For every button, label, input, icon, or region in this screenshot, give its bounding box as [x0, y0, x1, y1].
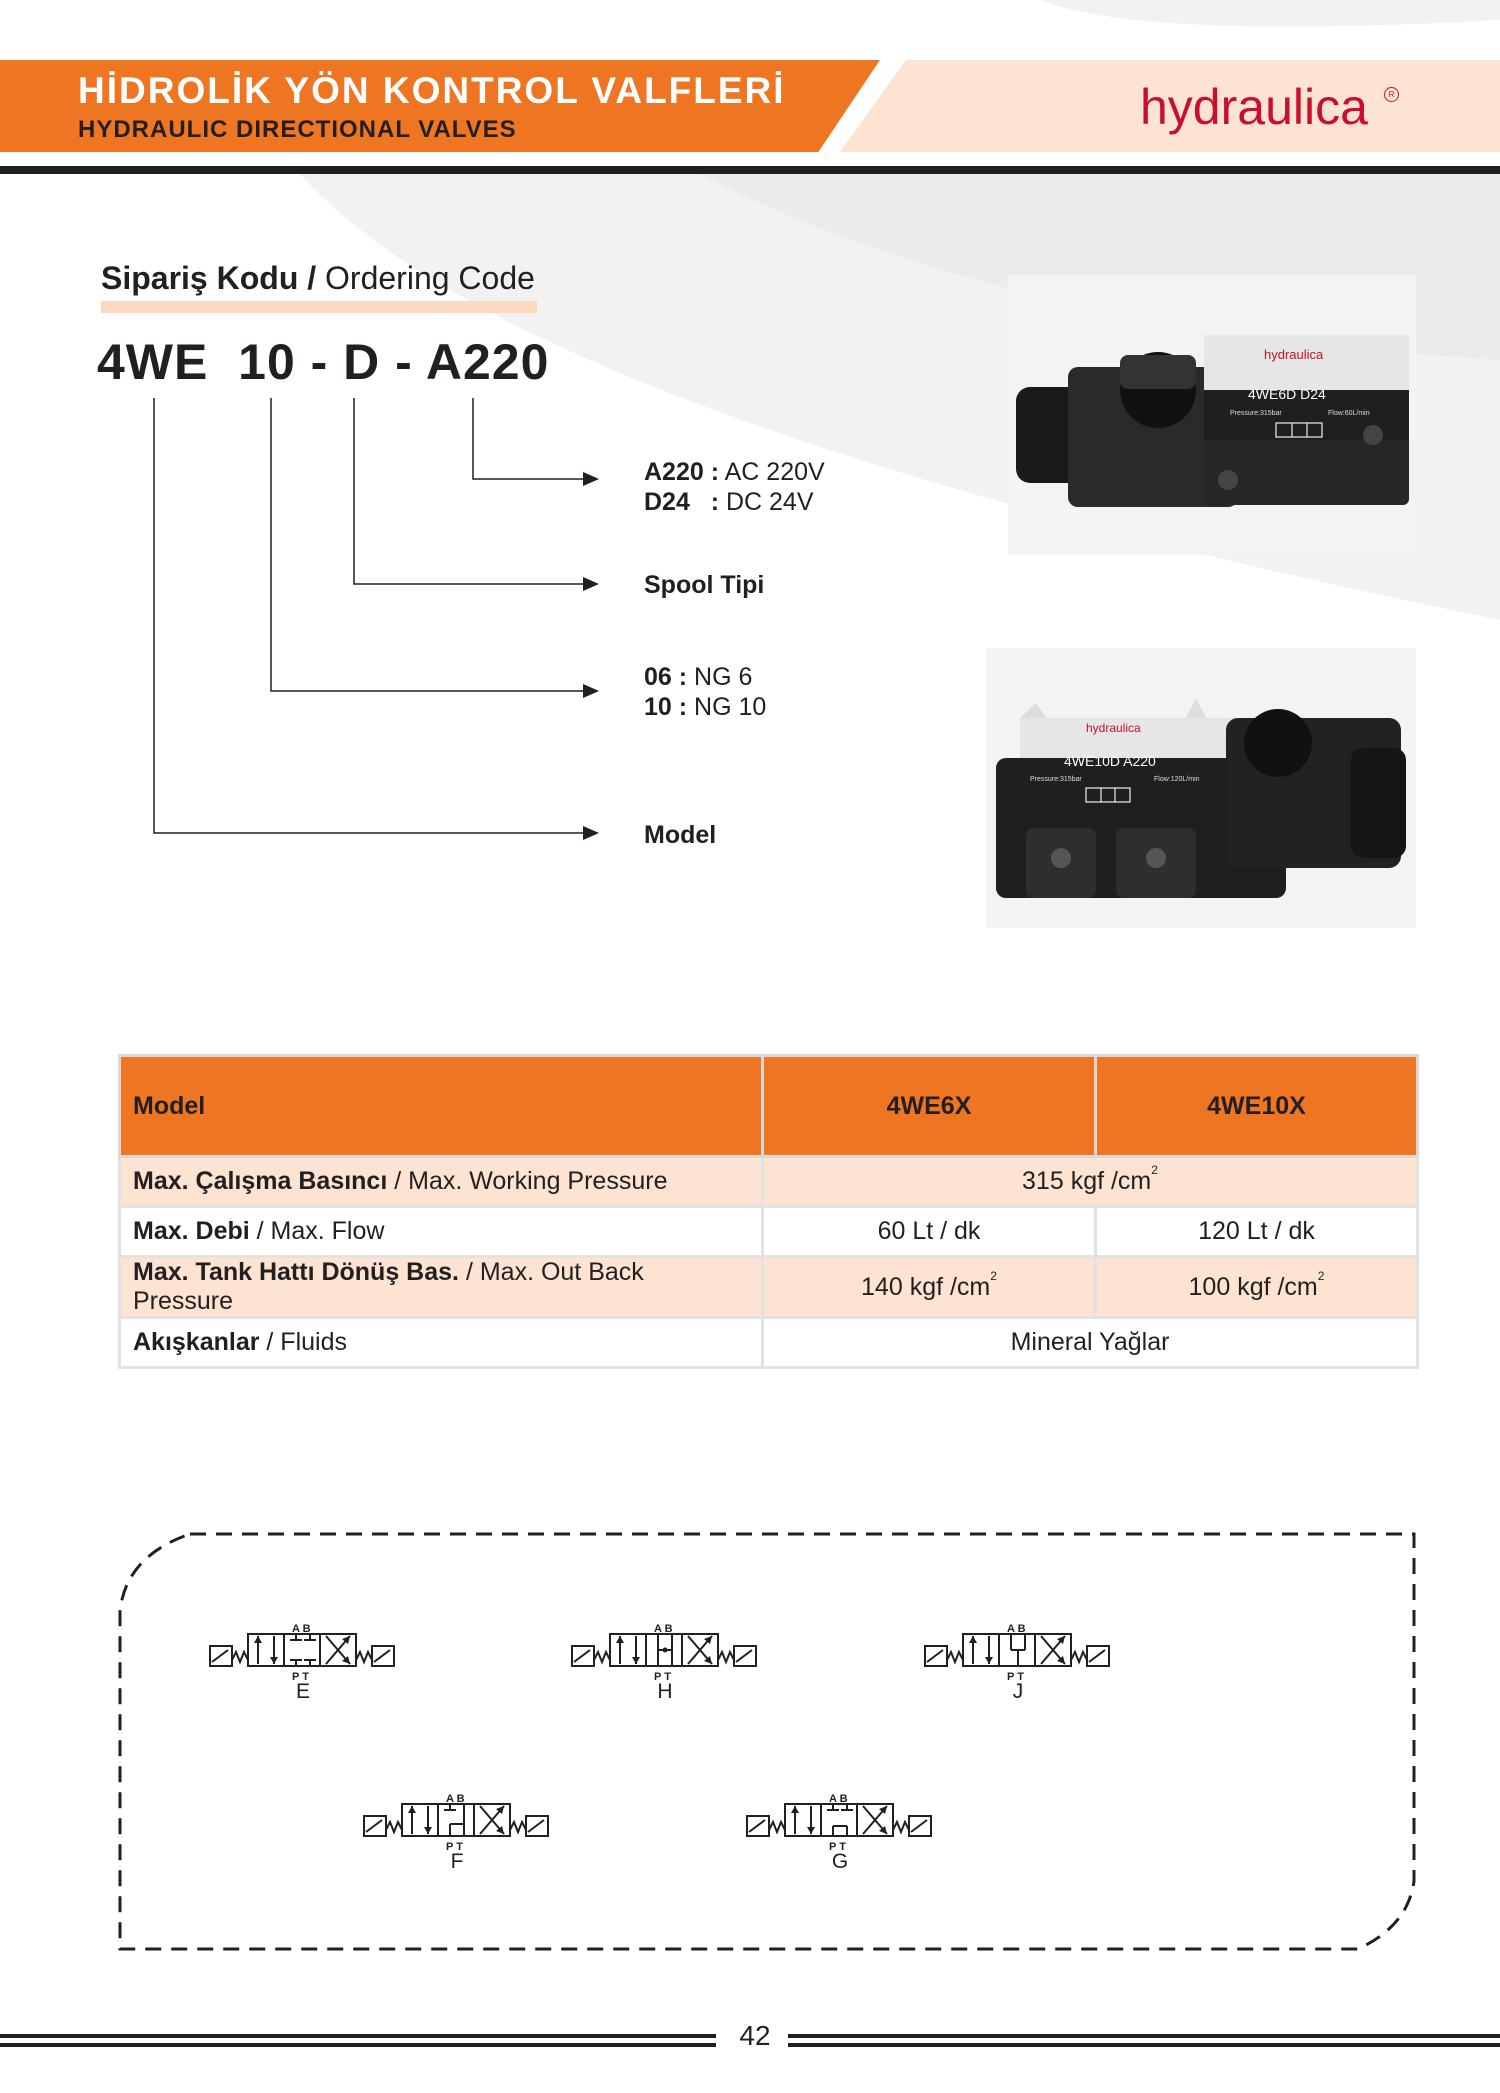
page-number: 42	[739, 2020, 771, 2051]
svg-text:P T: P T	[292, 1671, 309, 1682]
svg-text:hydraulica: hydraulica	[1086, 721, 1141, 735]
table-cell: 100 kgf $/cm^2$	[1096, 1257, 1418, 1318]
svg-text:hydraulica: hydraulica	[1264, 347, 1324, 362]
page-title-tr: HİDROLİK YÖN KONTROL VALFLERİ	[78, 70, 786, 111]
table-header-row	[120, 1056, 1418, 1157]
spool-symbol-e	[208, 1622, 428, 1703]
spool-label: J	[1012, 1680, 1024, 1703]
spool-label: F	[450, 1850, 464, 1873]
table-row	[120, 1257, 1418, 1318]
registered-mark: R	[1384, 87, 1399, 102]
svg-text:P T: P T	[1007, 1671, 1024, 1682]
svg-text:Flow:60L/min: Flow:60L/min	[1328, 410, 1370, 417]
table-cell: 140 kgf $/cm^2$	[763, 1257, 1096, 1318]
legend-model: Model	[644, 821, 717, 849]
table-header-cell: 4WE10X	[1096, 1056, 1418, 1157]
svg-text:A B: A B	[292, 1623, 311, 1635]
spool-label: H	[657, 1680, 673, 1703]
page-title-en: HYDRAULIC DIRECTIONAL VALVES	[78, 116, 517, 143]
table-row	[120, 1318, 1418, 1368]
row-label: Max. Debi / Max. Flow	[120, 1207, 763, 1257]
row-label: Max. Çalışma Basıncı / Max. Working Pressure	[120, 1157, 763, 1207]
row-label: Max. Tank Hattı Dönüş Bas. / Max. Out Back Pressure	[120, 1257, 763, 1318]
valve-photo-4we10	[986, 648, 1416, 928]
spool-symbol-f	[362, 1792, 582, 1873]
legend-spool: Spool Tipi	[644, 571, 765, 599]
svg-text:P T: P T	[829, 1841, 846, 1852]
svg-text:Flow:120L/min: Flow:120L/min	[1154, 776, 1200, 783]
valve-photo-4we6	[1008, 275, 1416, 555]
footer-rule-left	[0, 2043, 716, 2047]
spec-table	[118, 1054, 1419, 1369]
svg-text:A B: A B	[654, 1623, 673, 1635]
svg-text:4WE6D D24: 4WE6D D24	[1248, 386, 1326, 402]
table-cell: 315 kgf $/cm^2$	[763, 1157, 1418, 1207]
ordering-code-example: 4WE 10 - D - A220	[97, 334, 550, 390]
table-row	[120, 1157, 1418, 1207]
spool-symbol-h	[570, 1622, 790, 1703]
table-cell: 120 Lt / dk	[1096, 1207, 1418, 1257]
spool-schematics-frame	[118, 1531, 1416, 1953]
svg-text:Pressure:315bar: Pressure:315bar	[1230, 410, 1282, 417]
brand-logo: hydraulica	[1140, 79, 1368, 135]
svg-text:A B: A B	[829, 1793, 848, 1805]
ordering-code-title: Sipariş Kodu / Ordering Code	[101, 260, 535, 296]
table-header-cell: 4WE6X	[763, 1056, 1096, 1157]
footer-rule-left	[0, 2034, 716, 2038]
footer-rule-right	[788, 2043, 1500, 2047]
row-label: Akışkanlar / Fluids	[120, 1318, 763, 1368]
spool-symbol-g	[745, 1792, 965, 1873]
legend-size: 06 : NG 6 10 : NG 10	[644, 663, 767, 721]
footer-rule-right	[788, 2034, 1500, 2038]
legend-voltage: A220 : AC 220V D24 : DC 24V	[644, 458, 825, 516]
svg-text:A B: A B	[446, 1793, 465, 1805]
svg-text:A B: A B	[1007, 1623, 1026, 1635]
table-cell: 60 Lt / dk	[763, 1207, 1096, 1257]
svg-text:P T: P T	[654, 1671, 671, 1682]
table-row	[120, 1207, 1418, 1257]
spool-label: E	[295, 1680, 310, 1703]
svg-text:P T: P T	[446, 1841, 463, 1852]
spool-symbol-j	[923, 1622, 1143, 1703]
table-cell: Mineral Yağlar	[763, 1318, 1418, 1368]
svg-text:Pressure:315bar: Pressure:315bar	[1030, 776, 1082, 783]
spool-label: G	[831, 1850, 849, 1873]
table-header-cell: Model	[120, 1056, 763, 1157]
svg-text:4WE10D A220: 4WE10D A220	[1064, 753, 1156, 769]
